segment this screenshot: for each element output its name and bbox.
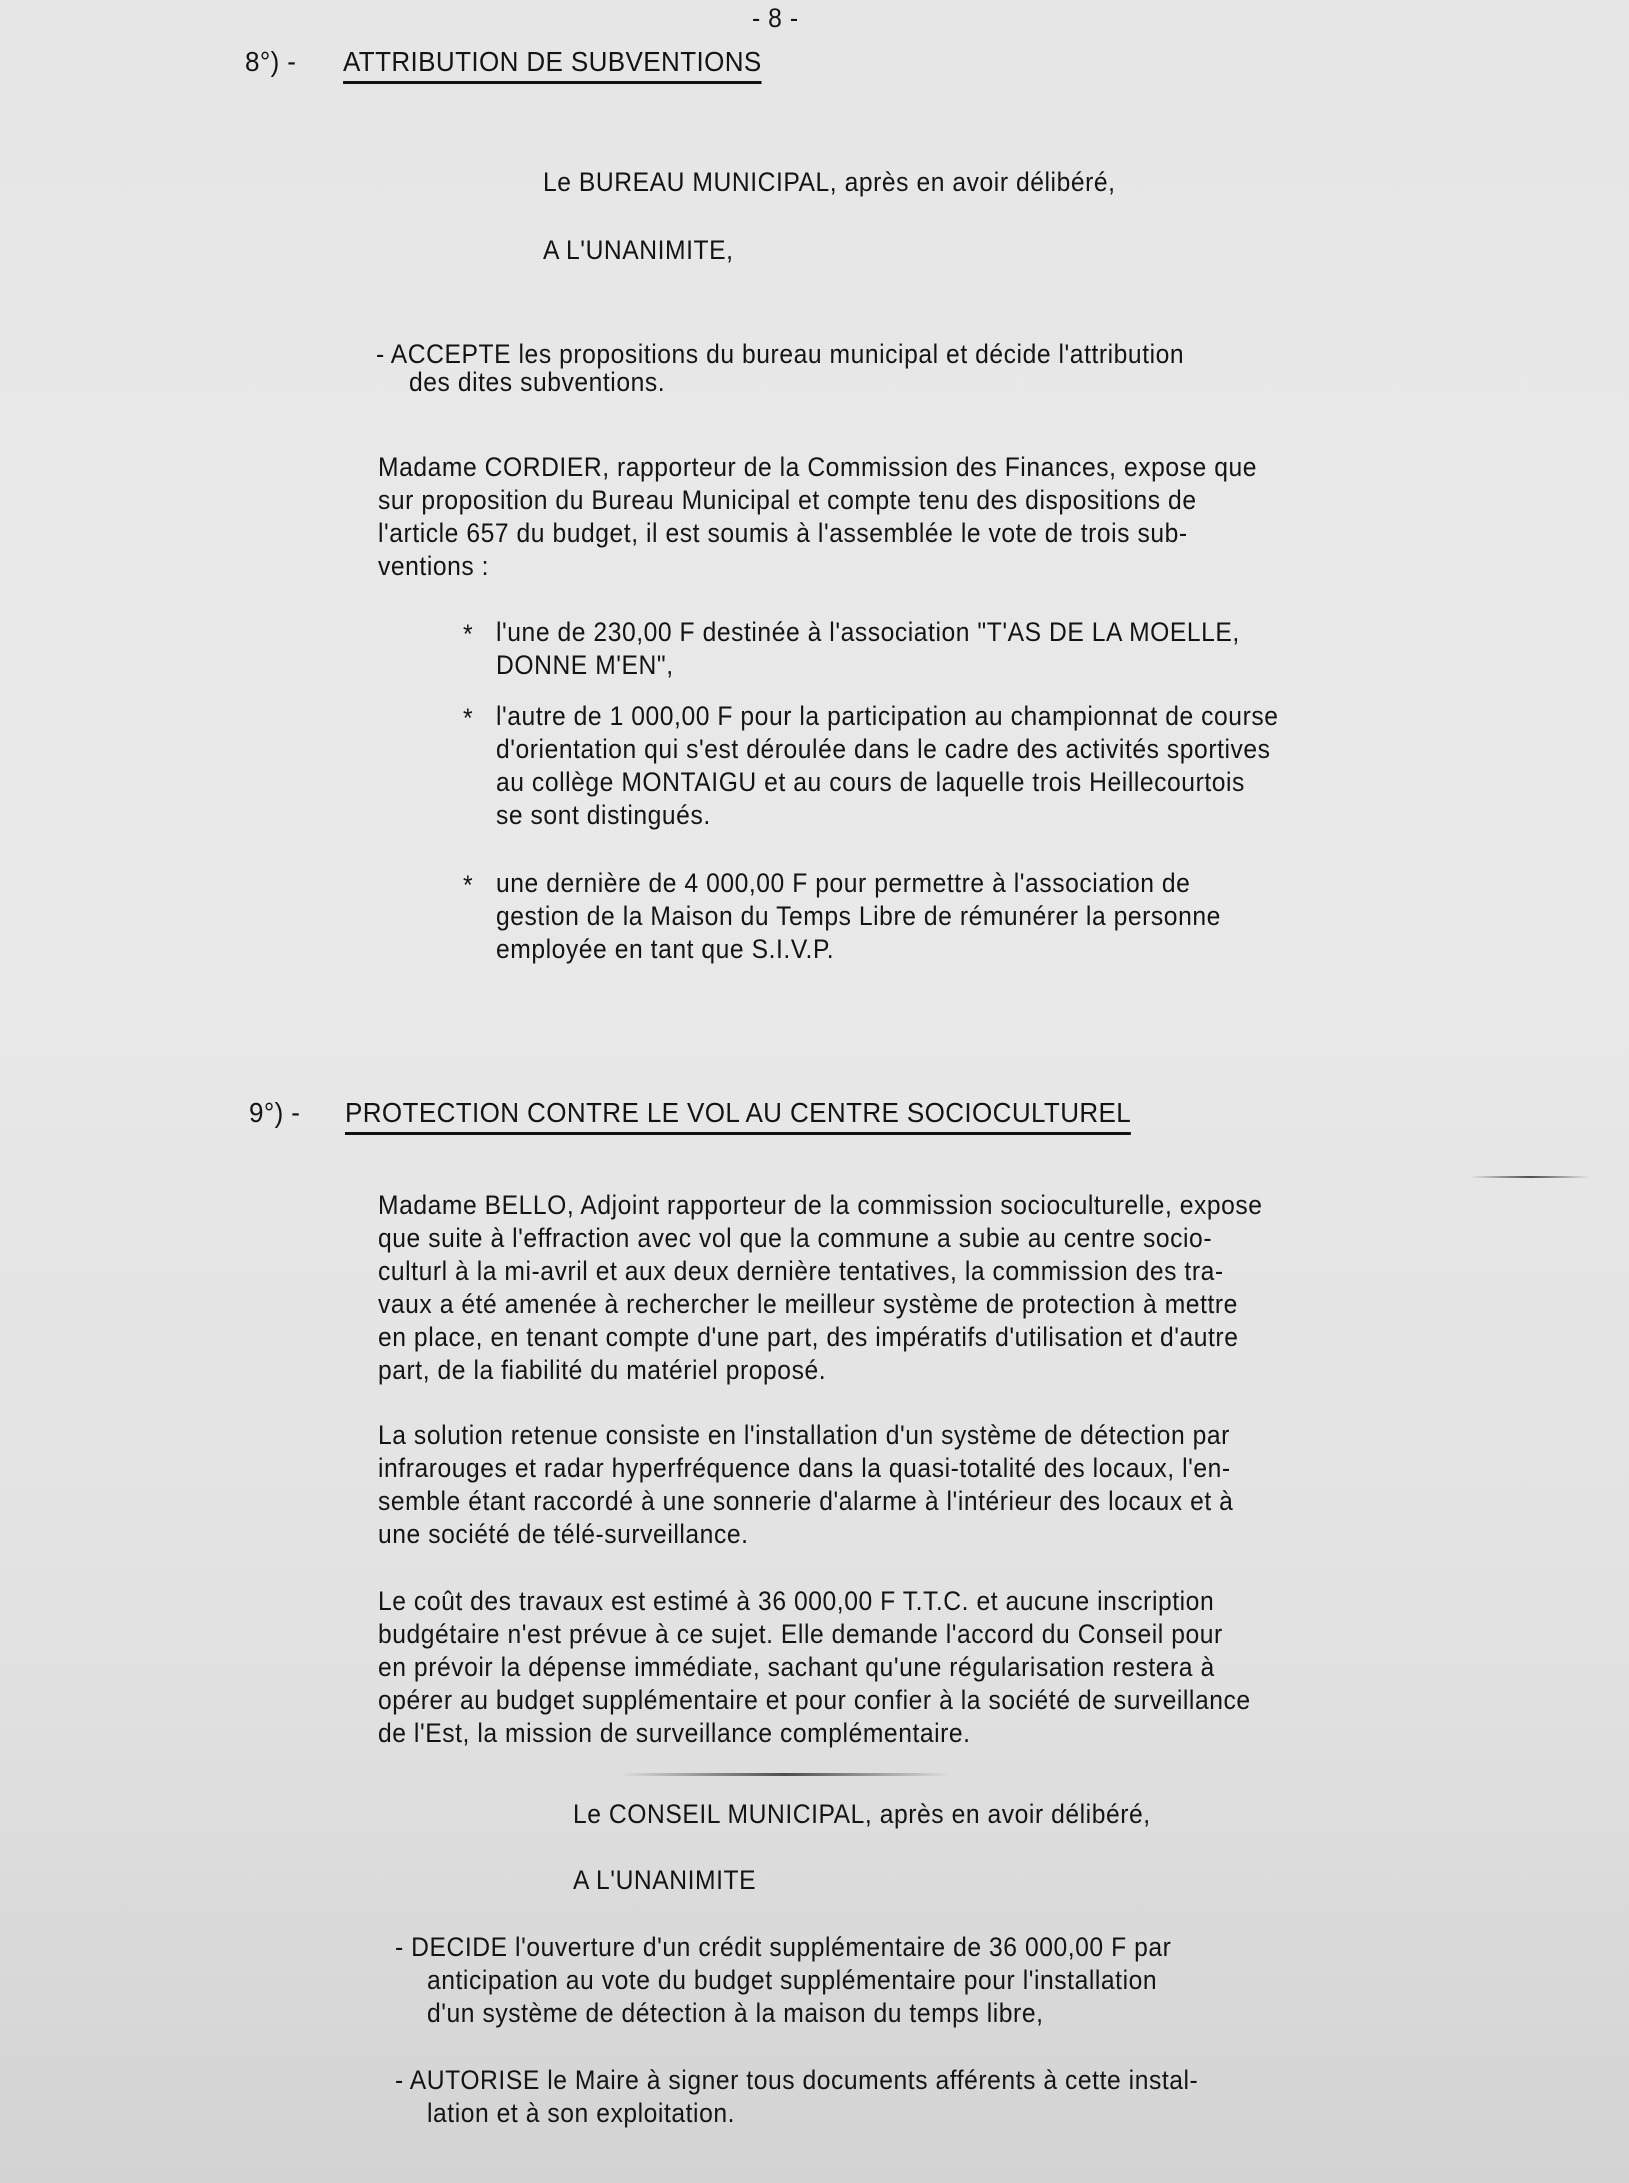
bureau-unanimite: A L'UNANIMITE,: [543, 235, 734, 265]
autorise-line-1: - AUTORISE le Maire à signer tous documents afférents à cette instal-: [395, 2065, 1199, 2095]
bullet-1-line-2: DONNE M'EN",: [496, 650, 674, 680]
bullet-3-line-1: une dernière de 4 000,00 F pour permettre à l'association de: [496, 868, 1191, 898]
cout-line-3: en prévoir la dépense immédiate, sachant qu'une régularisation restera à: [378, 1652, 1215, 1682]
bullet-2-line-2: d'orientation qui s'est déroulée dans le cadre des activités sportives: [496, 734, 1271, 764]
decide-line-2: anticipation au vote du budget supplémentaire pour l'installation: [427, 1965, 1158, 1995]
cordier-line-1: Madame CORDIER, rapporteur de la Commission des Finances, expose que: [378, 452, 1257, 482]
bullet-3-line-3: employée en tant que S.I.V.P.: [496, 934, 835, 964]
bullet-2-line-3: au collège MONTAIGU et au cours de laquelle trois Heillecourtois: [496, 767, 1245, 797]
cout-line-2: budgétaire n'est prévue à ce sujet. Elle demande l'accord du Conseil pour: [378, 1619, 1223, 1649]
accepte-line-2: des dites subventions.: [409, 367, 666, 397]
cout-line-1: Le coût des travaux est estimé à 36 000,00 F T.T.C. et aucune inscription: [378, 1586, 1215, 1616]
accepte-line-1: - ACCEPTE les propositions du bureau municipal et décide l'attribution: [376, 339, 1185, 369]
cout-line-5: de l'Est, la mission de surveillance complémentaire.: [378, 1718, 971, 1748]
bullet-marker: *: [463, 619, 474, 649]
solution-line-1: La solution retenue consiste en l'installation d'un système de détection par: [378, 1420, 1230, 1450]
scan-smudge: [620, 1773, 950, 1776]
bullet-1-line-1: l'une de 230,00 F destinée à l'association "T'AS DE LA MOELLE,: [496, 617, 1240, 647]
decide-line-3: d'un système de détection à la maison du temps libre,: [427, 1998, 1044, 2028]
solution-line-3: semble étant raccordé à une sonnerie d'alarme à l'intérieur des locaux et à: [378, 1486, 1234, 1516]
autorise-line-2: lation et à son exploitation.: [427, 2098, 736, 2128]
section-8-number: 8°) -: [245, 46, 297, 77]
solution-line-4: une société de télé-surveillance.: [378, 1519, 749, 1549]
bullet-2-line-4: se sont distingués.: [496, 800, 711, 830]
cordier-line-2: sur proposition du Bureau Municipal et compte tenu des dispositions de: [378, 485, 1197, 515]
solution-line-2: infrarouges et radar hyperfréquence dans la quasi-totalité des locaux, l'en-: [378, 1453, 1231, 1483]
bullet-3-line-2: gestion de la Maison du Temps Libre de rémunérer la personne: [496, 901, 1221, 931]
section-9-number: 9°) -: [249, 1097, 301, 1128]
bullet-marker: *: [463, 703, 474, 733]
section-9-title: PROTECTION CONTRE LE VOL AU CENTRE SOCIOCULTUREL: [345, 1097, 1131, 1135]
bello-line-5: en place, en tenant compte d'une part, des impératifs d'utilisation et d'autre: [378, 1322, 1239, 1352]
conseil-unanimite: A L'UNANIMITE: [573, 1865, 757, 1895]
bello-line-2: que suite à l'effraction avec vol que la commune a subie au centre socio-: [378, 1223, 1213, 1253]
bureau-deliberation: Le BUREAU MUNICIPAL, après en avoir délibéré,: [543, 167, 1116, 197]
bello-line-1: Madame BELLO, Adjoint rapporteur de la commission socioculturelle, expose: [378, 1190, 1263, 1220]
bello-line-3: culturl à la mi-avril et aux deux dernière tentatives, la commission des tra-: [378, 1256, 1224, 1286]
conseil-deliberation: Le CONSEIL MUNICIPAL, après en avoir délibéré,: [573, 1799, 1151, 1829]
cordier-line-3: l'article 657 du budget, il est soumis à l'assemblée le vote de trois sub-: [378, 518, 1188, 548]
bello-line-4: vaux a été amenée à rechercher le meilleur système de protection à mettre: [378, 1289, 1238, 1319]
page-number: - 8 -: [752, 3, 799, 33]
decide-line-1: - DECIDE l'ouverture d'un crédit supplémentaire de 36 000,00 F par: [395, 1932, 1172, 1962]
scan-smudge: [1470, 1176, 1590, 1178]
section-8-title: ATTRIBUTION DE SUBVENTIONS: [343, 46, 762, 84]
bullet-marker: *: [463, 870, 474, 900]
cordier-line-4: ventions :: [378, 551, 490, 581]
bullet-2-line-1: l'autre de 1 000,00 F pour la participation au championnat de course: [496, 701, 1279, 731]
bello-line-6: part, de la fiabilité du matériel proposé.: [378, 1355, 827, 1385]
cout-line-4: opérer au budget supplémentaire et pour confier à la société de surveillance: [378, 1685, 1251, 1715]
